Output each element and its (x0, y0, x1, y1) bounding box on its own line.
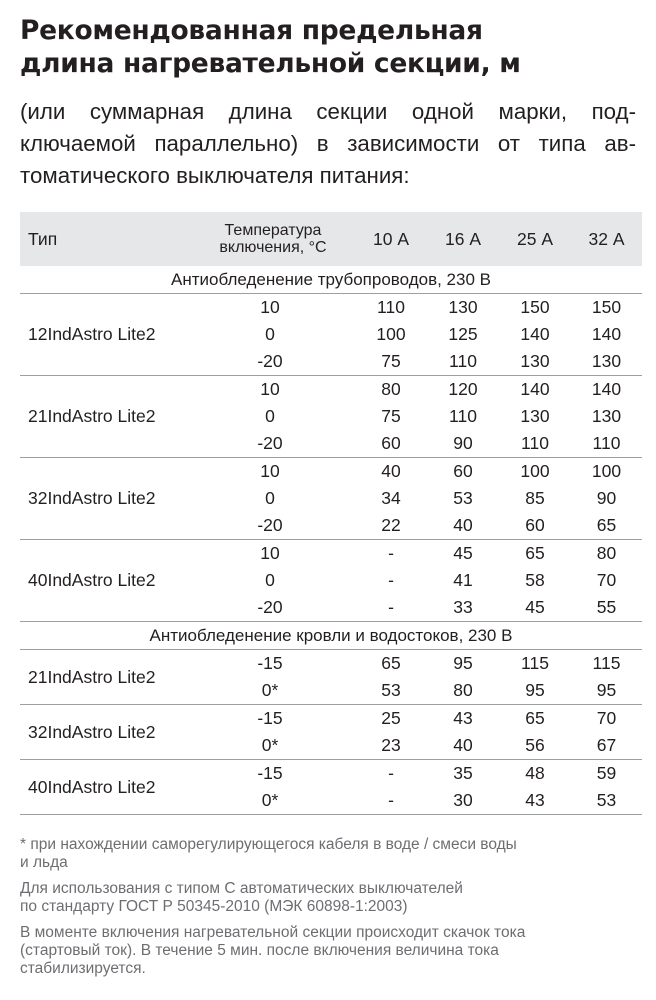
temperature-cell: 10 (260, 379, 280, 399)
length-cell: 40 (427, 732, 499, 760)
temperature-cell: -15 (257, 708, 283, 728)
length-cell: 130 (571, 348, 642, 376)
length-cell: 53 (571, 787, 642, 815)
table-row (20, 705, 642, 733)
length-cell: 110 (377, 297, 405, 317)
length-cell: 41 (453, 570, 473, 590)
subtitle: (или суммарная длина секции одной марки, под- ключаемой параллельно) в зависимости от типа ав- томатического выключателя питания: (20, 99, 636, 188)
length-cell: 60 (453, 461, 473, 481)
length-cell: 95 (571, 677, 642, 705)
length-cell: 100 (520, 461, 550, 481)
section-title: Антиобледенение трубопроводов, 230 В (20, 266, 642, 294)
length-cell: 59 (596, 763, 617, 783)
length-cell: 120 (448, 379, 478, 399)
length-cell: 150 (520, 297, 550, 317)
length-cell: 60 (499, 512, 571, 540)
temperature-cell: 0 (265, 488, 275, 508)
length-cell: 43 (453, 708, 473, 728)
length-cell: 53 (355, 677, 427, 705)
length-cell: 150 (591, 297, 622, 317)
length-cell: 110 (571, 430, 642, 458)
length-cell: 115 (521, 653, 549, 673)
length-cell: 34 (381, 488, 401, 508)
length-cell: 95 (453, 653, 473, 673)
length-cell: 140 (591, 324, 622, 344)
length-cell: 70 (596, 708, 617, 728)
table-header (20, 212, 642, 266)
length-cell: 90 (596, 488, 617, 508)
cable-type: 21IndAstro Lite2 (20, 650, 185, 705)
length-cell: 58 (525, 570, 545, 590)
length-cell: 100 (376, 324, 406, 344)
table-row (20, 376, 642, 404)
length-cell: 125 (448, 324, 478, 344)
cable-type: 40IndAstro Lite2 (20, 760, 185, 815)
note-inrush-current: В моменте включения нагревательной секции происходит скачок тока (стартовый ток). В течение 5 мин. после включения величина тока стабилизируется. (20, 924, 526, 977)
temperature-cell: -20 (185, 430, 355, 458)
cable-type: 12IndAstro Lite2 (20, 294, 185, 376)
length-cell: 80 (381, 379, 401, 399)
length-cell: 95 (499, 677, 571, 705)
temperature-cell: 0 (265, 324, 275, 344)
length-cell: - (388, 570, 394, 590)
length-cell: - (355, 787, 427, 815)
note-breaker-type: Для использования с типом С автоматических выключателей по стандарту ГОСТ Р 50345-2010 (МЭК 60898-1:2003) (20, 880, 463, 915)
temperature-cell: -15 (257, 763, 283, 783)
length-cell: 75 (355, 348, 427, 376)
length-cell: 115 (592, 653, 621, 673)
length-cell: 25 (381, 708, 401, 728)
page-title: Рекомендованная предельная длина нагревательной секции, м (20, 15, 521, 79)
length-cell: 43 (499, 787, 571, 815)
length-cell: 70 (596, 570, 617, 590)
length-cell: 75 (381, 406, 401, 426)
length-cell: 48 (525, 763, 545, 783)
temperature-cell: 0* (185, 787, 355, 815)
length-cell: 65 (525, 543, 545, 563)
cable-type: 32IndAstro Lite2 (20, 705, 185, 760)
note-water: * при нахождении саморегулирующегося кабеля в воде / смеси воды и льда (20, 836, 517, 871)
section-title: Антиобледенение кровли и водостоков, 230 В (20, 622, 642, 650)
header-10a: 10 А (355, 212, 427, 266)
length-cell: 130 (591, 406, 622, 426)
length-cell: 80 (596, 543, 617, 563)
length-cell: 56 (499, 732, 571, 760)
length-cell: 22 (355, 512, 427, 540)
length-cell: 140 (591, 379, 622, 399)
header-25a: 25 А (499, 212, 571, 266)
length-cell: 65 (571, 512, 642, 540)
header-16a: 16 А (427, 212, 499, 266)
length-cell: 90 (427, 430, 499, 458)
temperature-cell: -20 (185, 348, 355, 376)
length-cell: 53 (453, 488, 473, 508)
temperature-cell: -20 (185, 594, 355, 622)
length-cell: 130 (520, 406, 550, 426)
length-cell: 110 (449, 406, 477, 426)
length-cell: 110 (427, 348, 499, 376)
table-row (20, 540, 642, 568)
footnotes (20, 836, 636, 986)
length-cell: 33 (427, 594, 499, 622)
length-cell: - (388, 763, 394, 783)
length-cell: 45 (499, 594, 571, 622)
header-temperature: Температура включения, °С (185, 212, 355, 266)
length-cell: 45 (453, 543, 473, 563)
length-cell: - (388, 543, 394, 563)
length-cell: 140 (520, 379, 550, 399)
length-cell: 67 (571, 732, 642, 760)
length-cell: - (355, 594, 427, 622)
section-row (20, 266, 642, 294)
length-cell: 65 (381, 653, 401, 673)
temperature-cell: 0* (185, 732, 355, 760)
section-row (20, 622, 642, 650)
temperature-cell: 10 (260, 297, 280, 317)
cable-type: 40IndAstro Lite2 (20, 540, 185, 622)
temperature-cell: 10 (260, 461, 280, 481)
cable-type: 21IndAstro Lite2 (20, 376, 185, 458)
temperature-cell: -15 (257, 653, 283, 673)
length-cell: 100 (591, 461, 622, 481)
length-cell: 110 (499, 430, 571, 458)
cable-type: 32IndAstro Lite2 (20, 458, 185, 540)
length-cell: 140 (520, 324, 550, 344)
length-cell: 130 (499, 348, 571, 376)
length-cell: 60 (355, 430, 427, 458)
temperature-cell: 0 (265, 570, 275, 590)
length-cell: 23 (355, 732, 427, 760)
table-row (20, 760, 642, 788)
length-cell: 130 (448, 297, 478, 317)
table-row (20, 294, 642, 322)
table-row (20, 650, 642, 678)
length-cell: 35 (453, 763, 473, 783)
length-cell: 80 (427, 677, 499, 705)
length-cell: 85 (525, 488, 545, 508)
length-cell: 40 (381, 461, 401, 481)
length-cell: 30 (427, 787, 499, 815)
header-32a: 32 А (571, 212, 642, 266)
length-cell: 40 (427, 512, 499, 540)
header-type: Тип (20, 212, 185, 266)
length-cell: 55 (571, 594, 642, 622)
length-cell: 65 (525, 708, 545, 728)
temperature-cell: 0* (185, 677, 355, 705)
table-row (20, 458, 642, 486)
temperature-cell: -20 (185, 512, 355, 540)
temperature-cell: 0 (265, 406, 275, 426)
temperature-cell: 10 (260, 543, 280, 563)
length-table (20, 212, 642, 815)
